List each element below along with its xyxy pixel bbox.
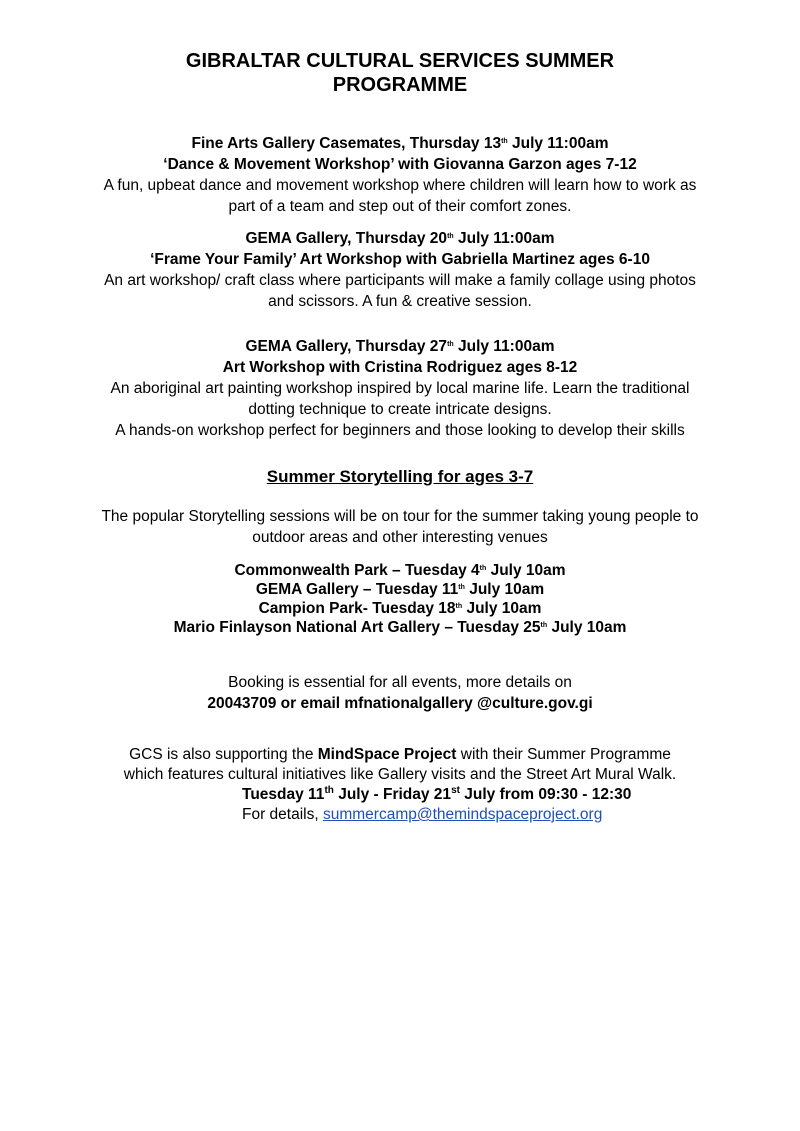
mindspace-line-1: GCS is also supporting the MindSpace Project with their Summer Programme	[129, 746, 671, 763]
mindspace-details: For details, summercamp@themindspaceproject.org	[242, 806, 603, 823]
event-1	[0, 133, 800, 217]
event-3-description-2: A hands-on workshop perfect for beginners and those looking to develop their skills	[115, 422, 685, 439]
mindspace-project-name: MindSpace Project	[317, 746, 457, 763]
event-2-venue-date: GEMA Gallery, Thursday 20th July 11:00am	[245, 230, 555, 247]
event-2	[0, 228, 800, 312]
session-item: GEMA Gallery – Tuesday 11th July 10am	[255, 581, 545, 598]
event-3-description-1: An aboriginal art painting workshop inspired by local marine life. Learn the traditional dotting technique to create intricate designs.	[110, 380, 690, 418]
event-1-workshop: ‘Dance & Movement Workshop’ with Giovanna Garzon ages 7-12	[163, 156, 637, 173]
title-line-2: PROGRAMME	[332, 74, 468, 96]
event-1-venue-date: Fine Arts Gallery Casemates, Thursday 13th July 11:00am	[191, 135, 609, 152]
mindspace-email-link[interactable]: summercamp@themindspaceproject.org	[322, 806, 603, 823]
event-1-description: A fun, upbeat dance and movement workshop where children will learn how to work as part of a team and step out of their comfort zones.	[103, 177, 697, 215]
event-3-venue-date: GEMA Gallery, Thursday 27th July 11:00am	[245, 338, 555, 355]
storytelling-sessions	[0, 561, 800, 637]
storytelling-heading: Summer Storytelling for ages 3-7	[266, 467, 534, 486]
mindspace-dates: Tuesday 11th July - Friday 21st July from 09:30 - 12:30	[242, 785, 632, 803]
title-line-1: GIBRALTAR CULTURAL SERVICES SUMMER	[185, 50, 615, 72]
storytelling-intro: The popular Storytelling sessions will be on tour for the summer taking young people to outdoor areas and other interesting venues	[101, 508, 699, 546]
booking-contact: 20043709 or email mfnationalgallery @culture.gov.gi	[207, 695, 593, 712]
mindspace-section	[0, 745, 800, 825]
event-3-workshop: Art Workshop with Cristina Rodriguez ages 8-12	[222, 359, 578, 376]
booking-info	[0, 672, 800, 714]
session-item: Mario Finlayson National Art Gallery – Tuesday 25th July 10am	[173, 619, 627, 636]
event-3	[0, 336, 800, 441]
booking-line-1: Booking is essential for all events, more details on	[228, 674, 572, 691]
page-title	[0, 49, 800, 97]
event-2-description: An art workshop/ craft class where participants will make a family collage using photos and scissors. A fun & creative session.	[104, 272, 696, 310]
mindspace-line-2: which features cultural initiatives like Gallery visits and the Street Art Mural Walk.	[123, 766, 677, 783]
session-item: Commonwealth Park – Tuesday 4th July 10am	[234, 562, 566, 579]
event-2-workshop: ‘Frame Your Family’ Art Workshop with Gabriella Martinez ages 6-10	[150, 251, 650, 268]
session-item: Campion Park- Tuesday 18th July 10am	[258, 600, 542, 617]
